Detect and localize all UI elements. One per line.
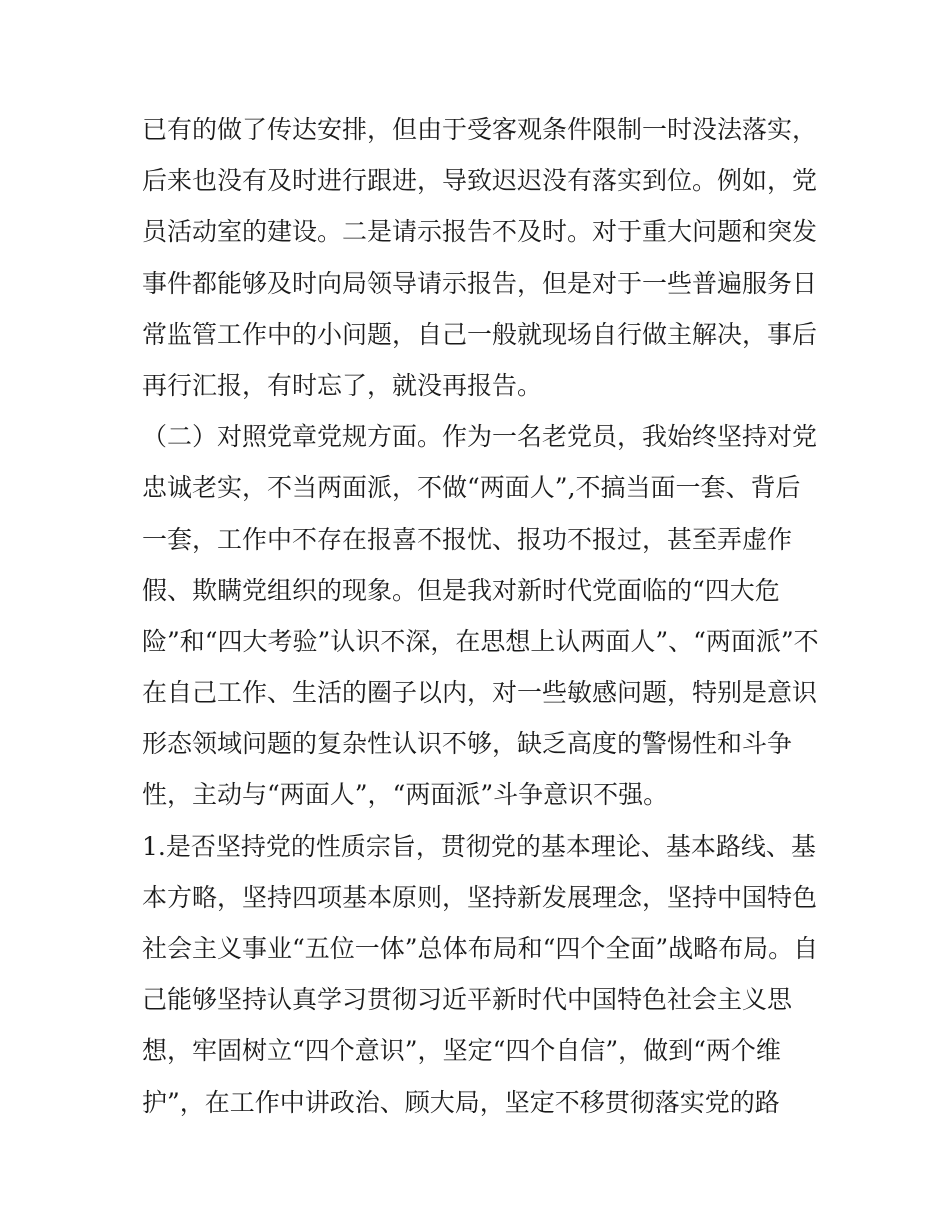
document-body <box>142 104 832 1128</box>
text-line: 护”，在工作中讲政治、顾大局，坚定不移贯彻落实党的路 <box>142 1087 780 1117</box>
section-heading-line: （二）对照党章党规方面。作为一名老党员，我始终坚持对党 <box>142 422 818 452</box>
text-line: 事件都能够及时向局领导请示报告，但是对于一些普遍服务日 <box>142 268 818 298</box>
text-line: 己能够坚持认真学习贯彻习近平新时代中国特色社会主义思 <box>142 985 793 1015</box>
text-line: 社会主义事业“五位一体”总体布局和“四个全面”战略布局。自 <box>142 934 819 963</box>
text-line: 已有的做了传达安排，但由于受客观条件限制一时没法落实， <box>142 115 818 144</box>
text-line: 险”和“四大考验”认识不深，在思想上认两面人”、“两面派”不 <box>142 626 819 656</box>
text-line: 再行汇报，有时忘了，就没再报告。 <box>142 370 543 400</box>
text-line: 员活动室的建设。二是请示报告不及时。对于重大问题和突发 <box>142 217 818 247</box>
text-line: 假、欺瞒党组织的现象。但是我对新时代党面临的“四大危 <box>142 575 780 605</box>
text-line: 忠诚老实，不当两面派，不做“两面人”,不搞当面一套、背后 <box>142 473 801 503</box>
text-line: 在自己工作、生活的圈子以内，对一些敏感问题，特别是意识 <box>142 678 818 708</box>
text-line: 常监管工作中的小问题，自己一般就现场自行做主解决，事后 <box>142 319 818 349</box>
numbered-item-line: 1.是否坚持党的性质宗旨，贯彻党的基本理论、基本路线、基 <box>142 831 816 861</box>
text-line: 想，牢固树立“四个意识”，坚定“四个自信”，做到“两个维 <box>142 1036 781 1066</box>
text-line: 本方略，坚持四项基本原则，坚持新发展理念，坚持中国特色 <box>142 882 818 912</box>
text-line: 形态领域问题的复杂性认识不够，缺乏高度的警惕性和斗争 <box>142 729 793 759</box>
text-line: 一套，工作中不存在报喜不报忧、报功不报过，甚至弄虚作 <box>142 524 793 554</box>
text-line: 后来也没有及时进行跟进，导致迟迟没有落实到位。例如，党 <box>142 166 818 196</box>
text-line: 性，主动与“两面人”，“两面派”斗争意识不强。 <box>142 780 669 810</box>
